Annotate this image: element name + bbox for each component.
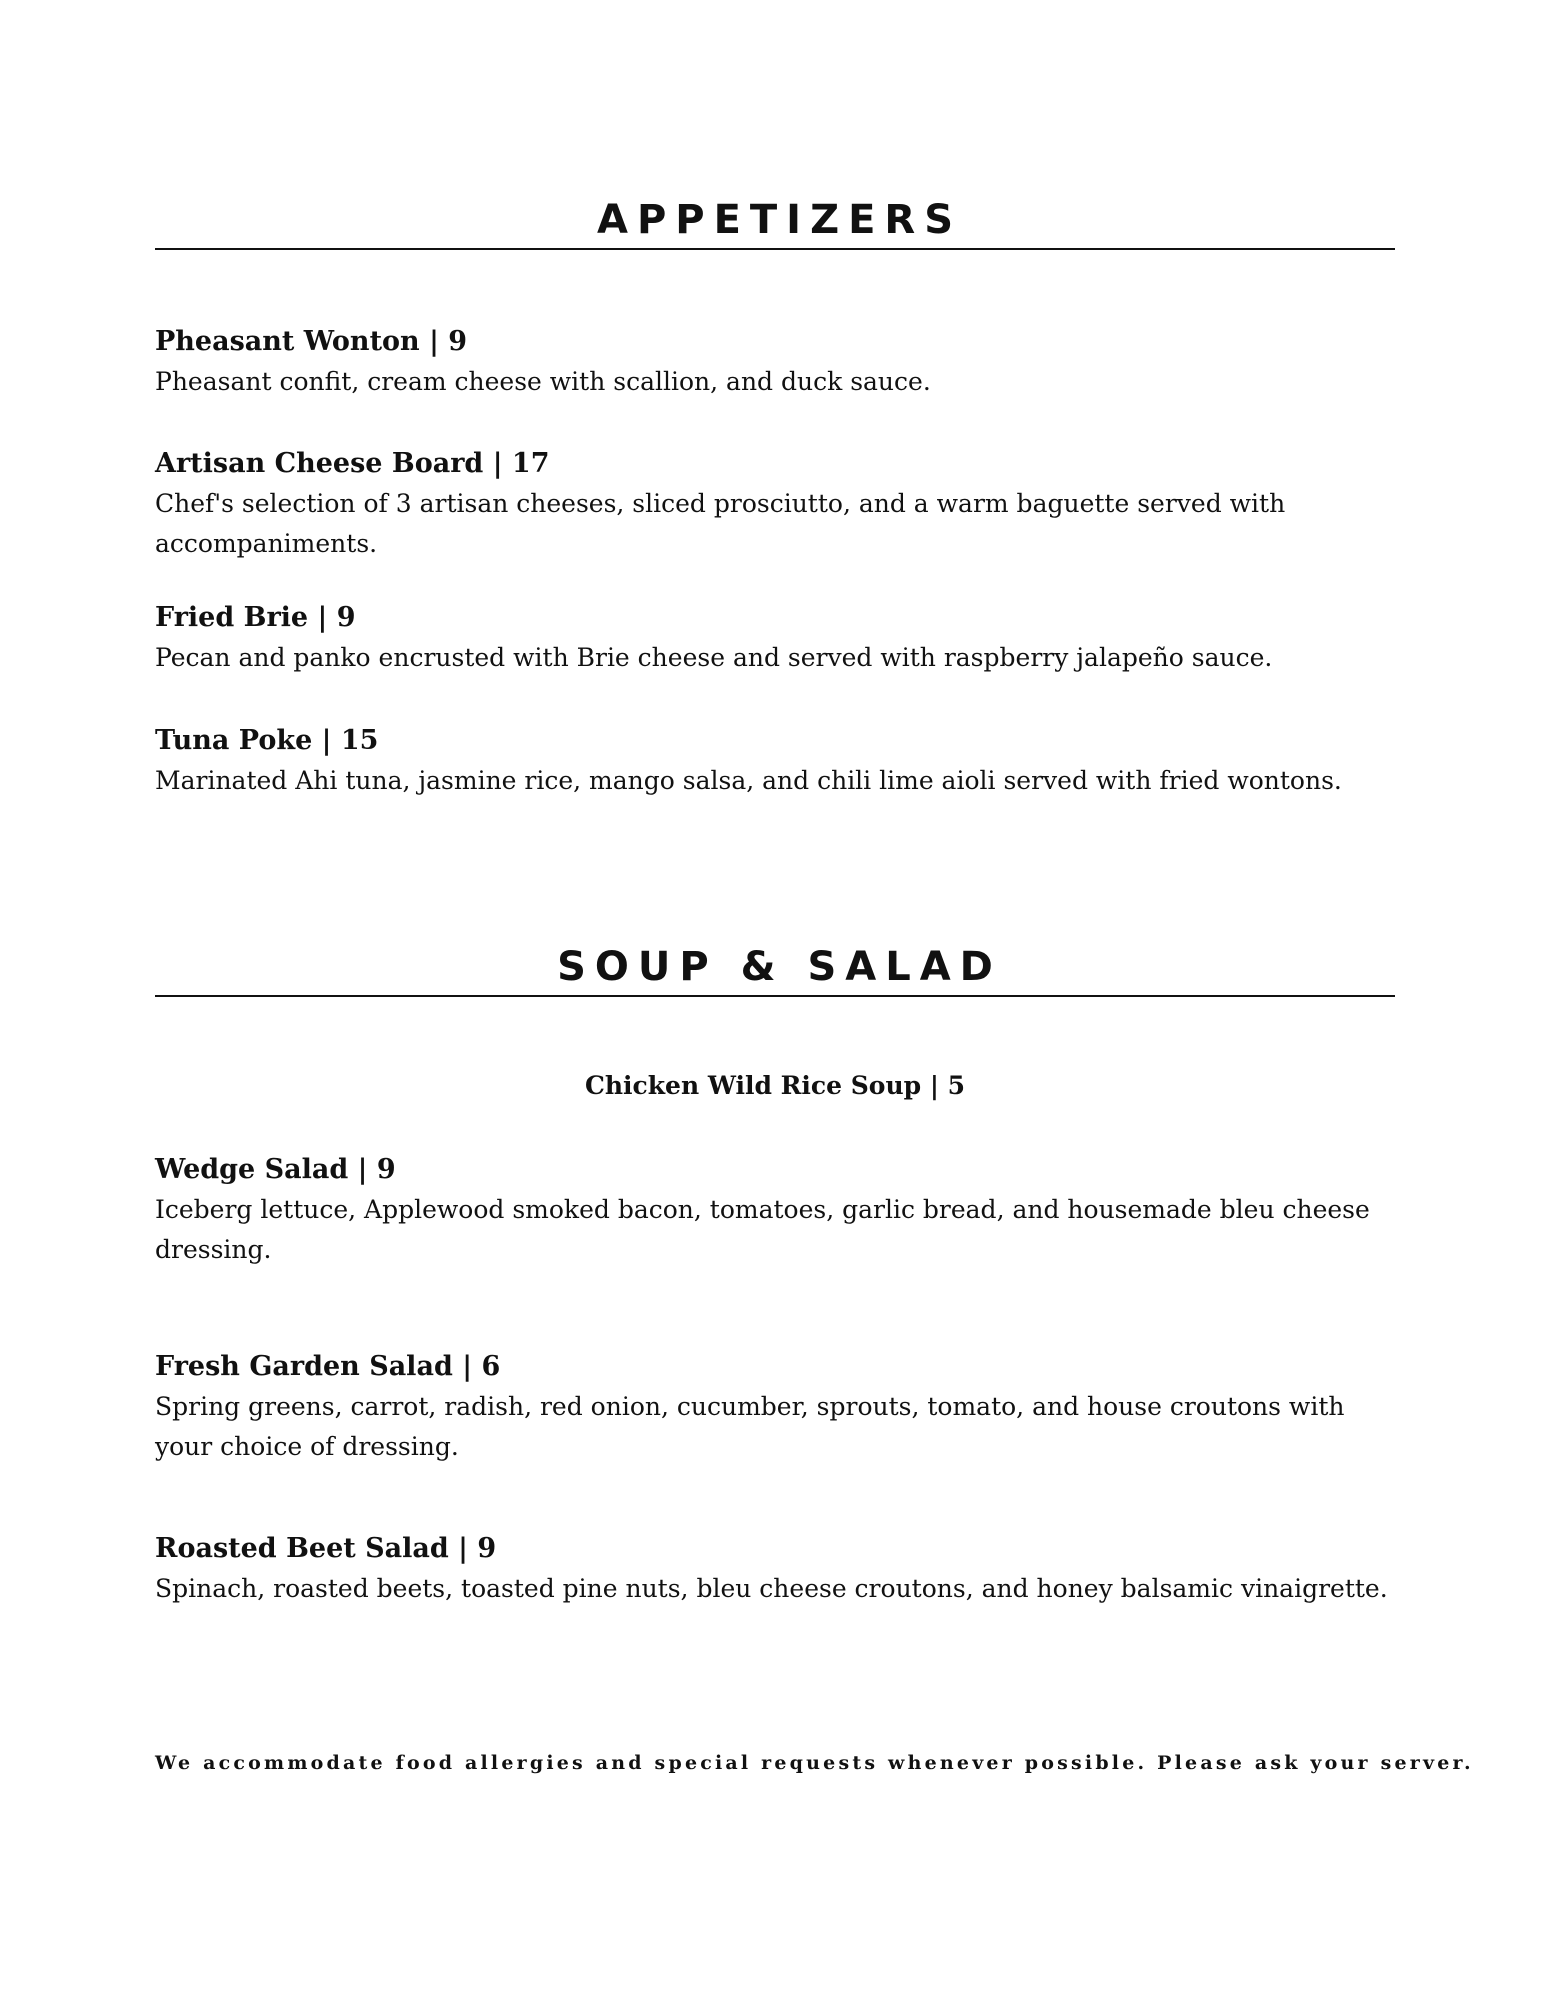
menu-item-artisan-cheese-board <box>155 444 1395 564</box>
item-name: Roasted Beet Salad | 9 <box>155 1533 497 1564</box>
item-description: Marinated Ahi tuna, jasmine rice, mango salsa, and chili lime aioli served with fried wontons. <box>155 766 1342 795</box>
section-title-appetizers: APPETIZERS <box>596 197 963 243</box>
item-name: Tuna Poke | 15 <box>155 725 379 756</box>
menu-item-chicken-wild-rice-soup <box>155 1066 1395 1106</box>
menu-item-tuna-poke <box>155 721 1395 801</box>
allergy-note: We accommodate food allergies and special requests whenever possible. Please ask your server. <box>155 1752 1474 1774</box>
appetizers-header <box>155 197 1395 250</box>
item-name: Fried Brie | 9 <box>155 602 356 633</box>
menu-item-roasted-beet-salad <box>155 1529 1395 1609</box>
item-name: Wedge Salad | 9 <box>155 1154 396 1185</box>
item-name: Fresh Garden Salad | 6 <box>155 1351 501 1382</box>
soup-salad-header <box>155 944 1395 997</box>
item-description: Spring greens, carrot, radish, red onion, cucumber, sprouts, tomato, and house croutons with your choice of dressing. <box>155 1392 1345 1461</box>
item-name: Pheasant Wonton | 9 <box>155 326 468 357</box>
item-description: Pecan and panko encrusted with Brie cheese and served with raspberry jalapeño sauce. <box>155 643 1273 672</box>
section-title-soup-salad: SOUP & SALAD <box>557 944 1002 990</box>
menu-item-fried-brie <box>155 598 1395 678</box>
menu-item-pheasant-wonton <box>155 322 1395 402</box>
item-description: Spinach, roasted beets, toasted pine nuts, bleu cheese croutons, and honey balsamic vinaigrette. <box>155 1574 1388 1603</box>
item-description: Chef's selection of 3 artisan cheeses, sliced prosciutto, and a warm baguette served with accompaniments. <box>155 489 1286 558</box>
menu-item-wedge-salad <box>155 1150 1395 1270</box>
item-name: Chicken Wild Rice Soup | 5 <box>584 1071 966 1100</box>
item-description: Iceberg lettuce, Applewood smoked bacon, tomatoes, garlic bread, and housemade bleu cheese dressing. <box>155 1195 1370 1264</box>
item-name: Artisan Cheese Board | 17 <box>155 448 550 479</box>
item-description: Pheasant confit, cream cheese with scallion, and duck sauce. <box>155 367 931 396</box>
menu-item-fresh-garden-salad <box>155 1347 1395 1467</box>
